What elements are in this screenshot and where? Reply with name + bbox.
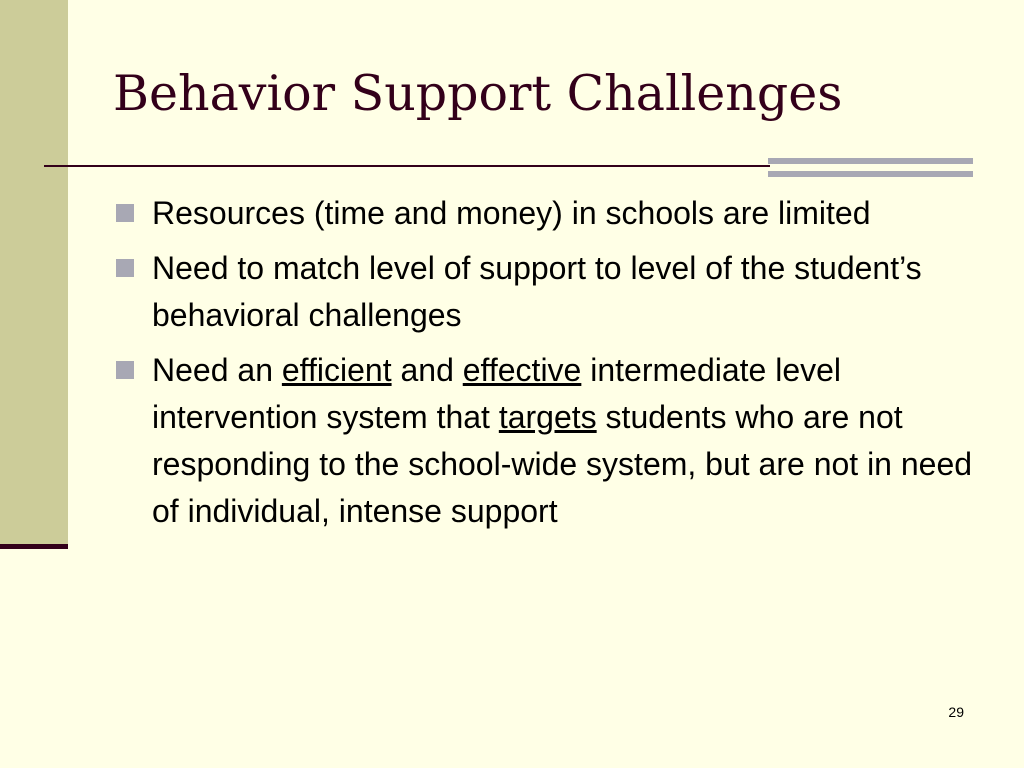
bullet-text-segment: intermediate level intervention system that xyxy=(152,352,842,435)
grey-accent-bar-bottom xyxy=(768,171,973,177)
left-bar-accent-line xyxy=(0,544,68,549)
bullet-item xyxy=(116,190,986,237)
underlined-term-effective: effective xyxy=(462,352,582,388)
square-bullet-icon xyxy=(116,204,134,222)
bullet-item xyxy=(116,245,986,339)
bullet-item xyxy=(116,347,986,535)
page-number: 29 xyxy=(948,704,964,720)
square-bullet-icon xyxy=(116,361,134,379)
grey-accent-bar-top xyxy=(768,158,973,164)
square-bullet-icon xyxy=(116,259,134,277)
underlined-term-efficient: efficient xyxy=(281,352,392,388)
bullet-text: Resources (time and money) in schools are limited xyxy=(152,195,871,231)
title-underline-rule xyxy=(44,165,770,167)
bullet-text-segment: Need an xyxy=(152,352,282,388)
underlined-term-targets: targets xyxy=(498,399,597,435)
bullet-text-segment: and xyxy=(391,352,463,388)
left-decorative-bar xyxy=(0,0,68,544)
bullet-text: Need to match level of support to level of the student’s behavioral challenges xyxy=(152,250,922,333)
bullet-list xyxy=(116,190,986,543)
bullet-text-segment: students who are not responding to the school-wide system, but are not in need of individual, intense support xyxy=(152,399,973,529)
slide-title: Behavior Support Challenges xyxy=(113,65,843,122)
